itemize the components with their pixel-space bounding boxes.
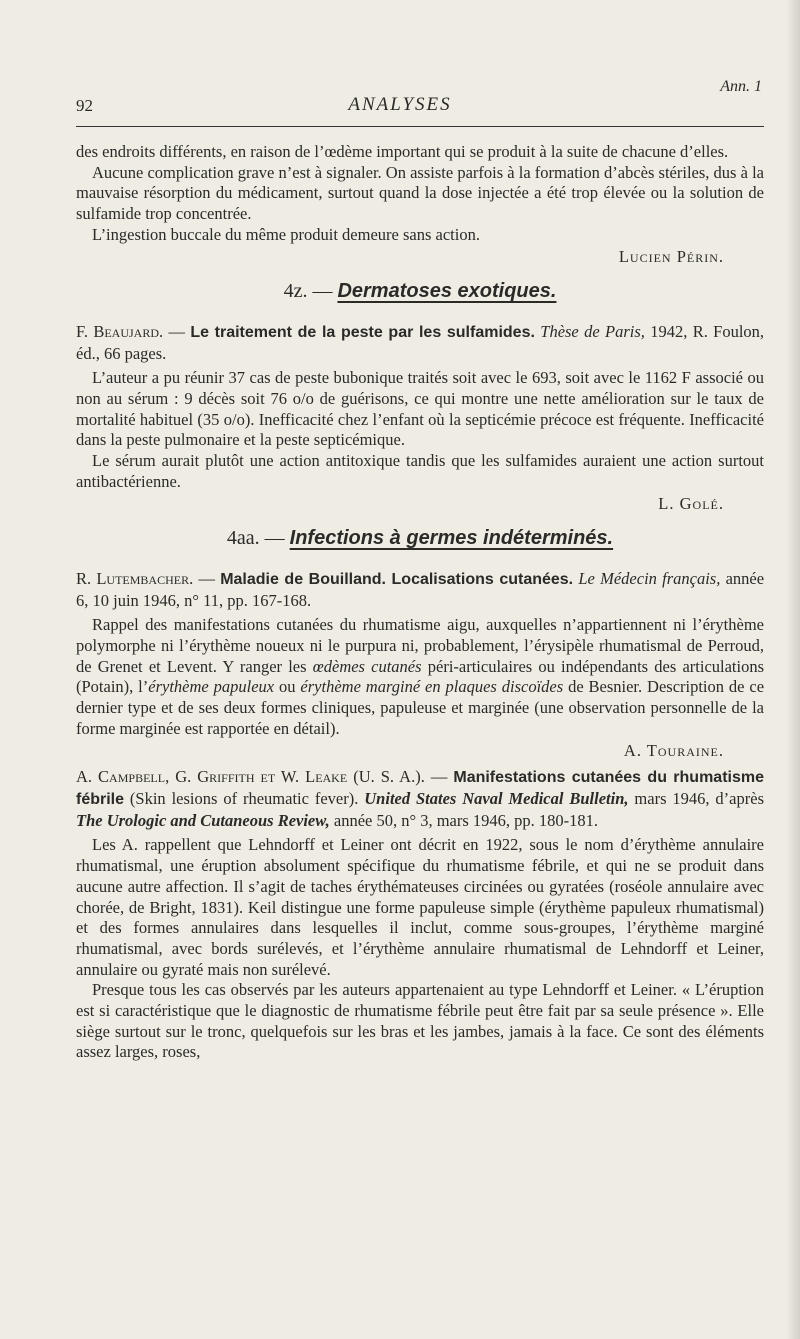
paragraph: Aucune complication grave n’est à signaler. On assiste parfois à la formation d’abcès stériles, dus à la mauvaise résorption du médicament, surtout quand la dose injectée a été trop élevée ou la solution de sulfamide trop concentrée. xyxy=(76,162,764,224)
reference xyxy=(76,767,764,831)
text-run-italic: érythème papuleux xyxy=(148,677,275,697)
ref-paren: (Skin lesions of rheumatic fever). xyxy=(129,788,359,808)
ref-author: R. Lutembacher. xyxy=(76,568,194,588)
paragraph: Le sérum aurait plutôt une action antitoxique tandis que les sulfamides auraient une action surtout antibactérienne. xyxy=(76,451,764,491)
ref-title: Manifestations cutanées du rhumatisme fébrile xyxy=(76,769,764,808)
ref-source: Le Médecin français, xyxy=(578,568,721,588)
text-run: ou xyxy=(279,677,296,697)
section-title: Dermatoses exotiques. xyxy=(337,280,557,303)
ref-dash: — xyxy=(430,767,448,787)
signature: Lucien Périn. xyxy=(618,246,724,266)
ref-source: United States Naval Medical Bulletin, xyxy=(364,788,629,808)
paragraph xyxy=(76,615,764,739)
ref-details: année 6, 10 juin 1946, n° 11, pp. 167-168. xyxy=(76,568,765,610)
ref-title: Maladie de Bouilland. Localisations cutanées. xyxy=(220,570,574,588)
header-annotation: Ann. 1 xyxy=(720,78,762,95)
text-run-italic: œdèmes cutanés xyxy=(312,656,422,676)
ref-source: Thèse de Paris, xyxy=(540,321,645,341)
ref-title: Le traitement de la peste par les sulfamides. xyxy=(190,323,535,341)
page-number: 92 xyxy=(76,96,93,115)
section-heading xyxy=(76,281,764,302)
running-title: ANALYSES xyxy=(348,94,452,115)
ref-author: F. Beaujard. xyxy=(76,321,164,341)
section-heading xyxy=(76,528,764,549)
text-run: de Besnier. Description de ce dernier type et de ses deux formes cliniques, papuleuse et marginée (une observation personnelle de la forme marginée est rapportée en détail). xyxy=(76,677,765,738)
ref-dash: — xyxy=(198,568,215,588)
signature: A. Touraine. xyxy=(623,740,724,760)
ref-mid: mars 1946, d’après xyxy=(634,788,764,808)
ref-source: The Urologic and Cutaneous Review, xyxy=(76,810,330,830)
ref-details: année 50, n° 3, mars 1946, pp. 180-181. xyxy=(333,810,599,830)
reference xyxy=(76,569,764,611)
text-run: péri-articulaires ou indépendants des articulations (Potain), l’ xyxy=(76,656,765,697)
section-number: 4z. — xyxy=(283,280,333,303)
body-text xyxy=(76,142,764,1063)
paragraph: Presque tous les cas observés par les auteurs appartenaient au type Lehndorff et Leiner. « L’éruption est si caractéristique que le diagnostic de rhumatisme fébrile peut être fait par sa seule présence ». Elle siège surtout sur le tronc, quelquefois sur les bras et les jambes, jamais à la face. Ce sont des éléments assez larges, roses, xyxy=(76,980,764,1062)
text-run: Rappel des manifestations cutanées du rhumatisme aigu, auxquelles n’appartiennent ni l’érythème polymorphe ni l’érythème noueux ni le purpura ni, probablement, l’érysipèle rhumatismal de Perroud, de Grenet et Levent. Y ranger les xyxy=(76,615,764,676)
ref-details: 1942, R. Foulon, éd., 66 pages. xyxy=(76,321,765,363)
section-title: Infections à germes indéterminés. xyxy=(289,527,614,550)
paragraph: Les A. rappellent que Lehndorff et Leiner ont décrit en 1922, sous le nom d’érythème annulaire rhumatismal, une éruption absolument spécifique du rhumatisme fébrile, et qui ne se produit dans aucune autre affection. Il s’agit de taches érythémateuses circinées ou gyratées (roséole annulaire avec chorée, de Bright, 1831). Keil distingue une forme papuleuse simple (érythème papuleux rhumatismal) et des formes annulaires dans lesquelles il inclut, comme sous-groupes, l’érythème marginé rhumatismal, avec bords surélevés, et l’érythème annulaire rhumatismal de Lehndorff et Leiner, annulaire ou gyraté mais non surélevé. xyxy=(76,835,764,979)
ref-dash: — xyxy=(168,321,185,341)
reference xyxy=(76,322,764,364)
page-edge-shadow xyxy=(786,0,800,1339)
paragraph: L’auteur a pu réunir 37 cas de peste bubonique traités soit avec le 693, soit avec le 1162 F associé ou non au sérum : 9 décès soit 76 o/o de guérisons, ce qui montre une nette amélioration sur le taux de mortalité habituel (35 o/o). Inefficacité chez l’enfant où la septicémie précoce est fréquente. Inefficacité dans la peste pulmonaire et la peste septicémique. xyxy=(76,368,764,450)
paragraph: L’ingestion buccale du même produit demeure sans action. xyxy=(92,224,480,244)
paragraph: des endroits différents, en raison de l’œdème important qui se produit à la suite de chacune d’elles. xyxy=(76,142,729,161)
ref-author: A. Campbell, G. Griffith et W. Leake (U. S. A.). xyxy=(76,767,425,787)
signature: L. Golé. xyxy=(658,493,724,513)
section-number: 4aa. — xyxy=(226,527,285,550)
header-rule xyxy=(76,126,764,127)
text-run-italic: érythème marginé en plaques discoïdes xyxy=(300,677,564,697)
